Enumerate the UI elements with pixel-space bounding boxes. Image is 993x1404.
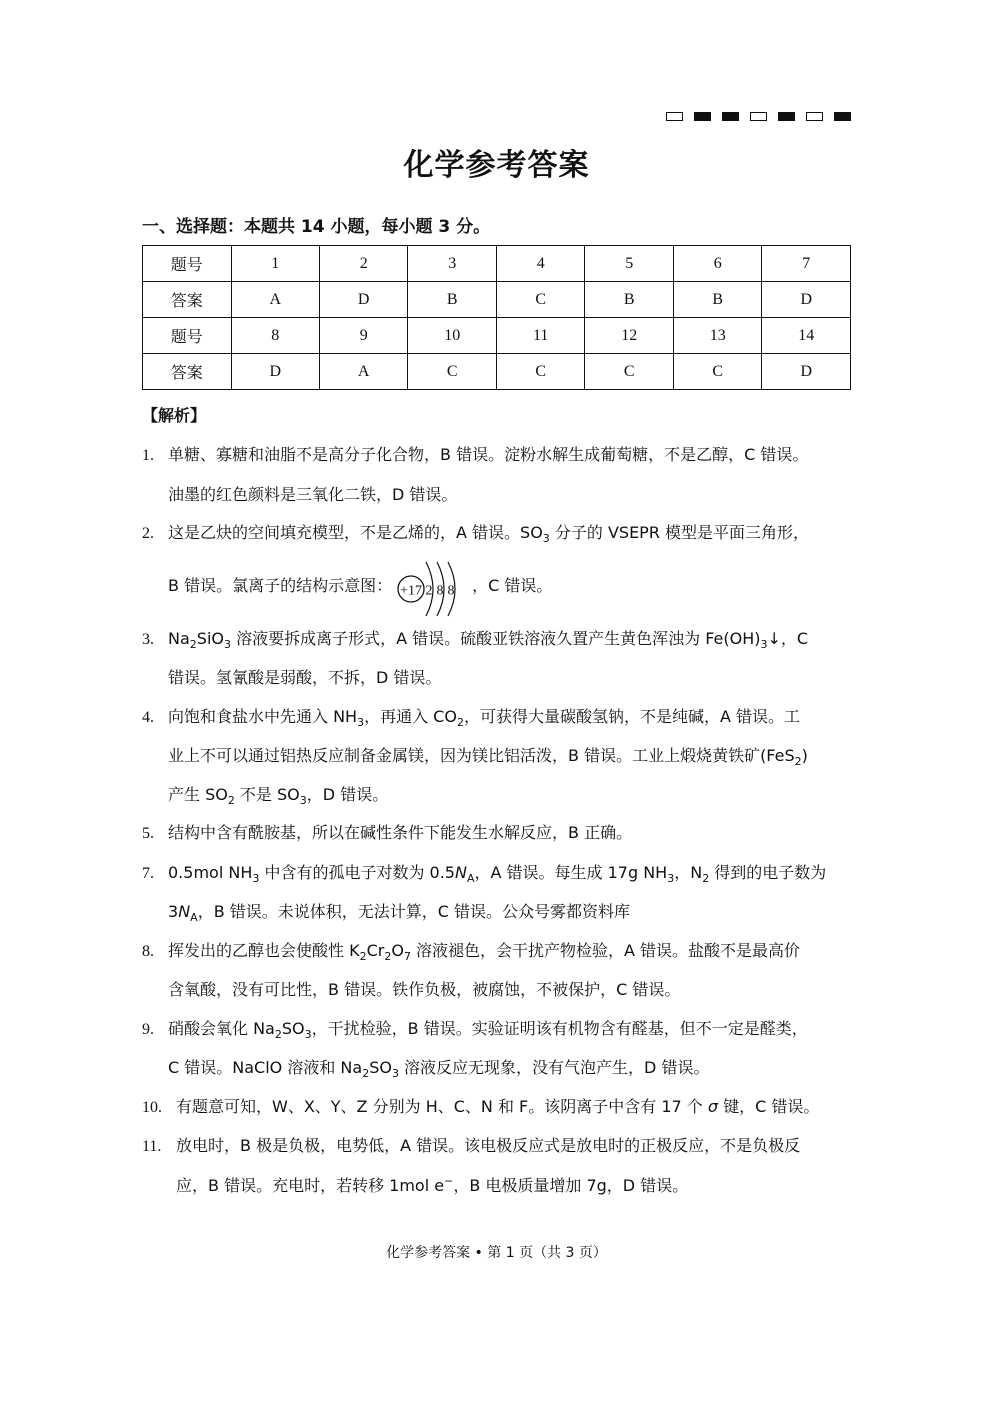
page-title: 化学参考答案 [403, 148, 590, 183]
subscript: 2 [227, 793, 235, 807]
table-cell: 9 [319, 318, 407, 354]
item-number: 2. [142, 525, 154, 542]
item-text: ，C 错误。 [472, 576, 553, 596]
table-cell: B [585, 282, 674, 318]
subscript: 3 [223, 637, 231, 651]
answer-table [142, 245, 851, 390]
item-text: ，N [674, 862, 703, 882]
item-number: 4. [142, 708, 154, 726]
item-text: 应，B 错误。充电时，若转移 1mol e [176, 1175, 445, 1195]
item-text: 错误。氢氰酸是弱酸，不拆，D 错误。 [168, 668, 442, 687]
chloride-ion-structure-diagram [396, 556, 468, 618]
subscript: 2 [362, 1067, 370, 1081]
item-text: 溶液反应无现象，没有气泡产生，D 错误。 [398, 1058, 710, 1077]
item-number: 1. [142, 447, 154, 464]
table-row [143, 246, 851, 282]
table-cell: 6 [673, 246, 762, 282]
table-cell: A [231, 282, 319, 318]
item-text: 0.5mol NH [168, 862, 253, 882]
subscript: 2 [456, 715, 464, 729]
section-heading: 一、选择题：本题共 14 小题，每小题 3 分。 [142, 217, 491, 237]
item-text: ，可获得大量碳酸氢钠，不是纯碱，A 错误。工 [463, 706, 800, 726]
table-cell: D [319, 282, 407, 318]
table-cell: C [496, 282, 585, 318]
subscript: 2 [702, 871, 710, 885]
subscript: 3 [357, 715, 365, 729]
item-text: 键，C 错误。 [718, 1096, 820, 1116]
item-text: 分子的 VSEPR 模型是平面三角形， [549, 523, 810, 542]
table-row [143, 354, 851, 390]
shell-count-2: 8 [436, 583, 444, 598]
table-cell: 11 [496, 318, 585, 354]
subscript: 3 [299, 793, 307, 807]
item-number: 11. [142, 1138, 162, 1155]
mark-5 [778, 112, 795, 121]
subscript: 2 [794, 755, 802, 769]
item-text: 挥发出的乙醇也会使酸性 K [168, 940, 360, 960]
subscript: 2 [384, 949, 392, 963]
subscript: 3 [542, 532, 550, 546]
subscript: 7 [403, 949, 411, 963]
mark-3 [722, 112, 739, 121]
corner-marks [666, 112, 851, 121]
table-cell: 10 [408, 318, 497, 354]
list-item [142, 932, 857, 1010]
subscript: 2 [189, 637, 197, 651]
item-text: ，干扰检验，B 错误。实验证明该有机物含有醛基，但不一定是醛类， [311, 1018, 808, 1038]
item-text: O [391, 940, 404, 960]
item-text: ，A 错误。每生成 17g NH [474, 862, 668, 882]
table-cell: 12 [585, 318, 674, 354]
mark-4 [750, 112, 767, 121]
avogadro-symbol: N [178, 902, 191, 921]
item-text: 中含有的孤电子对数为 0.5 [259, 862, 455, 882]
table-cell: 13 [673, 318, 762, 354]
table-cell: 答案 [143, 354, 232, 390]
item-text: 有题意可知，W、X、Y、Z 分别为 H、C、N 和 F。该阴离子中含有 17 个 [176, 1096, 703, 1116]
item-number: 5. [142, 825, 154, 842]
table-cell: D [762, 354, 851, 390]
table-cell: D [762, 282, 851, 318]
item-number: 7. [142, 864, 154, 882]
table-cell: 8 [231, 318, 319, 354]
item-text: 3 [168, 902, 179, 921]
item-text: 溶液要拆成离子形式，A 错误。硫酸亚铁溶液久置产生黄色浑浊为 Fe(OH) [230, 628, 761, 648]
list-item [142, 436, 857, 514]
table-cell: C [496, 354, 585, 390]
list-item [142, 620, 857, 698]
table-cell: B [408, 282, 497, 318]
item-text: Na [168, 628, 190, 648]
item-text: 放电时，B 极是负极，电势低，A 错误。该电极反应式是放电时的正极反应，不是负极反 [176, 1136, 801, 1155]
item-number: 8. [142, 942, 154, 960]
table-cell: 2 [319, 246, 407, 282]
item-text: 这是乙炔的空间填充模型，不是乙烯的，A 错误。SO [168, 523, 543, 542]
table-cell: 题号 [143, 246, 232, 282]
item-text: 不是 SO [234, 784, 300, 804]
item-text: 业上不可以通过铝热反应制备金属镁，因为镁比铝活泼，B 错误。工业上煅烧黄铁矿(FeS [168, 746, 795, 765]
sigma-symbol: σ [707, 1096, 719, 1116]
avogadro-symbol: N [454, 862, 467, 882]
mark-6 [806, 112, 823, 121]
item-text: 溶液褪色，会干扰产物检验，A 错误。盐酸不是最高价 [410, 940, 801, 960]
analysis-label: 【解析】 [142, 406, 207, 425]
table-cell: 答案 [143, 282, 232, 318]
item-text: Cr [366, 940, 385, 960]
item-text: 结构中含有酰胺基，所以在碱性条件下能发生水解反应，B 正确。 [168, 823, 633, 842]
table-cell: B [673, 282, 762, 318]
analysis-list [142, 436, 857, 1205]
subscript: 3 [252, 871, 260, 885]
subscript: 3 [304, 1027, 312, 1041]
table-cell: 3 [408, 246, 497, 282]
item-number: 10. [142, 1098, 162, 1116]
list-item [142, 514, 857, 620]
table-cell: D [231, 354, 319, 390]
table-cell: 4 [496, 246, 585, 282]
table-cell: C [408, 354, 497, 390]
subscript: 3 [667, 871, 675, 885]
table-cell: 1 [231, 246, 319, 282]
item-text: ) [801, 746, 808, 765]
subscript: 2 [274, 1027, 282, 1041]
table-row [143, 318, 851, 354]
item-text: ，D 错误。 [306, 784, 389, 804]
item-text: ，B 电极质量增加 7g，D 错误。 [453, 1175, 689, 1195]
subscript: A [466, 871, 475, 885]
item-text: C 错误。NaClO 溶液和 Na [168, 1058, 363, 1077]
list-item [142, 1010, 857, 1088]
subscript: 3 [760, 637, 768, 651]
mark-1 [666, 112, 683, 121]
table-cell: C [673, 354, 762, 390]
item-text: B 错误。氯离子的结构示意图： [168, 576, 393, 596]
table-cell: 14 [762, 318, 851, 354]
table-cell: 5 [585, 246, 674, 282]
item-text: ，再通入 CO [364, 706, 457, 726]
table-row [143, 282, 851, 318]
list-item [142, 1127, 857, 1205]
list-item [142, 1088, 857, 1128]
item-text: SO [281, 1018, 305, 1038]
shell-count-1: 2 [425, 583, 433, 598]
item-number: 9. [142, 1020, 154, 1038]
item-number: 3. [142, 630, 154, 648]
list-item [142, 854, 857, 932]
table-cell: 7 [762, 246, 851, 282]
subscript: 3 [391, 1067, 399, 1081]
item-text: 单糖、寡糖和油脂不是高分子化合物，B 错误。淀粉水解生成葡萄糖，不是乙醇，C 错误。 [168, 445, 809, 464]
table-cell: A [319, 354, 407, 390]
item-text: 硝酸会氧化 Na [168, 1018, 275, 1038]
nucleus-label: +17 [400, 583, 423, 598]
item-text: ↓，C [767, 628, 809, 648]
item-text: 含氧酸，没有可比性，B 错误。铁作负极，被腐蚀，不被保护，C 错误。 [168, 980, 681, 999]
item-text: 产生 SO [168, 784, 228, 804]
item-text: 向饱和食盐水中先通入 NH [168, 706, 358, 726]
list-item [142, 698, 857, 815]
mark-2 [694, 112, 711, 121]
subscript: A [190, 911, 198, 925]
item-text: ，B 错误。未说体积，无法计算，C 错误。公众号雾都资料库 [197, 902, 631, 921]
subscript: 2 [359, 949, 367, 963]
item-text: 得到的电子数为 [709, 862, 827, 882]
list-item [142, 814, 857, 854]
page-footer: 化学参考答案 • 第 1 页（共 3 页） [386, 1245, 607, 1261]
item-text: 油墨的红色颜料是三氧化二铁，D 错误。 [168, 484, 458, 504]
table-cell: 题号 [143, 318, 232, 354]
item-text: SO [369, 1058, 392, 1077]
superscript: − [444, 1174, 454, 1188]
table-cell: C [585, 354, 674, 390]
shell-count-3: 8 [447, 583, 455, 598]
mark-7 [834, 112, 851, 121]
item-text: SiO [196, 628, 224, 648]
